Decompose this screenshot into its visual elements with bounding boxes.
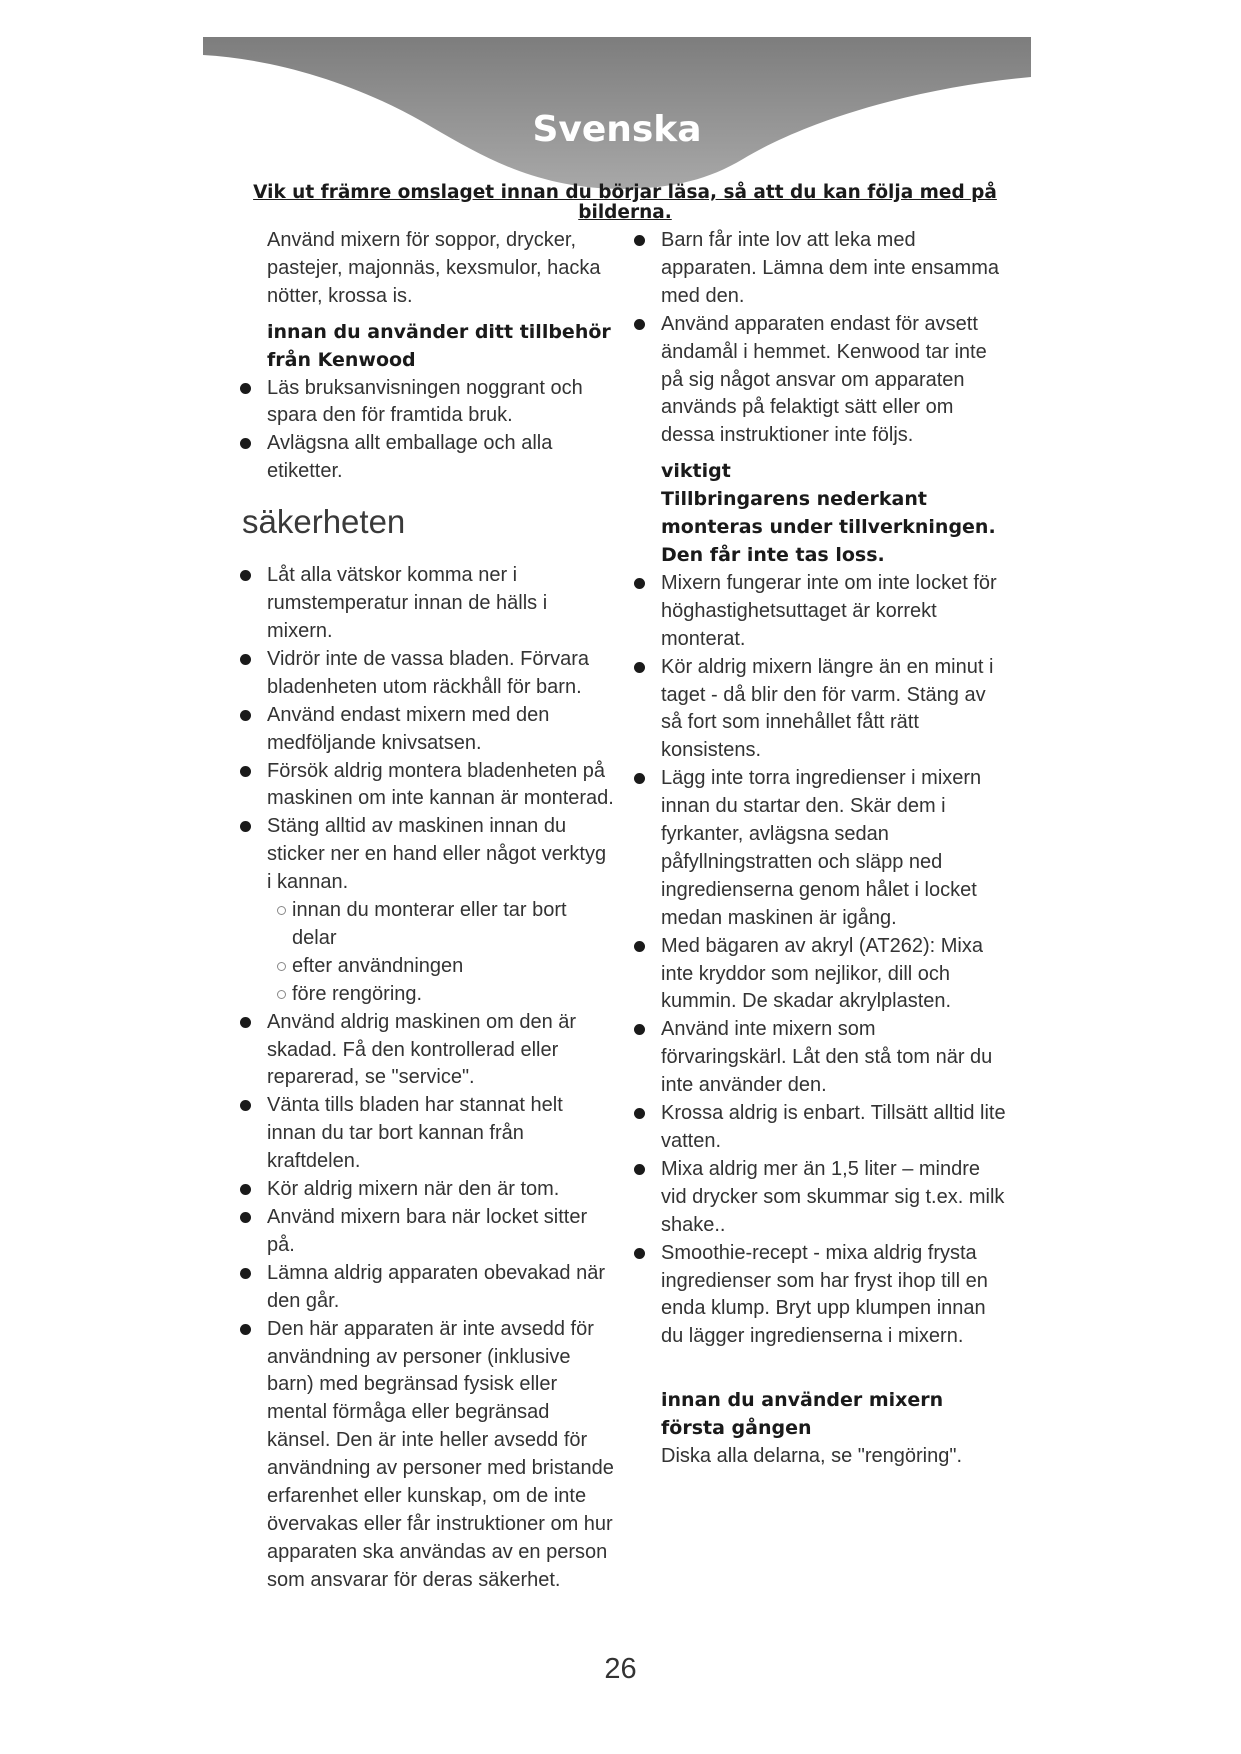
important-text: Tillbringarens nederkant monteras under tillverkningen. Den får inte tas loss. [661, 488, 996, 566]
before-use-heading: innan du använder ditt tillbehör från Kenwood [267, 320, 611, 371]
right-column [636, 227, 1006, 1471]
safety-heading: säkerheten [242, 503, 406, 541]
page-language-title: Svenska [532, 109, 702, 150]
safety-list-continued-2 [636, 570, 1006, 1351]
list-item: Den här apparaten är inte avsedd för användning av personer (inklusive barn) med begränsad fysisk eller mental förmåga eller begränsad känsel. Den är inte heller avsedd för användning av personer med bristande erfarenhet eller kunskap, om de inte övervakas eller får instruktioner om hur apparaten ska användas av en person som ansvarar för deras säkerhet. [242, 1316, 614, 1595]
list-item: Avlägsna allt emballage och alla etiketter. [242, 430, 614, 486]
list-item: Mixa aldrig mer än 1,5 liter – mindre vid drycker som skummar sig t.ex. milk shake.. [636, 1156, 1006, 1240]
header-banner [203, 37, 1031, 189]
page-number: 26 [604, 1653, 637, 1685]
list-item: Mixern fungerar inte om inte locket för höghastighetsuttaget är korrekt monterat. [636, 570, 1006, 654]
list-item: Kör aldrig mixern när den är tom. [242, 1176, 614, 1204]
list-item: Använd inte mixern som förvaringskärl. Låt den stå tom när du inte använder den. [636, 1016, 1006, 1100]
list-item: Försök aldrig montera bladenheten på maskinen om inte kannan är monterad. [242, 758, 614, 814]
list-item: Lämna aldrig apparaten obevakad när den går. [242, 1260, 614, 1316]
before-use-list [242, 375, 614, 487]
list-item: Med bägaren av akryl (AT262): Mixa inte kryddor som nejlikor, dill och kummin. De skadar akrylplasten. [636, 933, 1006, 1017]
list-item: Använd apparaten endast för avsett ändamål i hemmet. Kenwood tar inte på sig något ansvar om apparaten används på felaktigt sätt eller om dessa instruktioner inte följs. [636, 311, 1006, 451]
fold-out-notice: Vik ut främre omslaget innan du börjar läsa, så att du kan följa med på bilderna. [253, 182, 997, 223]
list-item: Använd aldrig maskinen om den är skadad. Få den kontrollerad eller reparerad, se "service". [242, 1009, 614, 1093]
intro-text: Använd mixern för soppor, drycker, pastejer, majonnäs, kexsmulor, hacka nötter, krossa is. [267, 229, 601, 307]
sub-list-item: efter användningen [242, 953, 614, 981]
first-use-text: Diska alla delarna, se "rengöring". [661, 1445, 963, 1468]
sub-list-item: innan du monterar eller tar bort delar [242, 897, 614, 953]
list-item: Krossa aldrig is enbart. Tillsätt alltid lite vatten. [636, 1100, 1006, 1156]
list-item: Vidrör inte de vassa bladen. Förvara bladenheten utom räckhåll för barn. [242, 646, 614, 702]
list-item: Vänta tills bladen har stannat helt innan du tar bort kannan från kraftdelen. [242, 1092, 614, 1176]
list-item: Lägg inte torra ingredienser i mixern innan du startar den. Skär dem i fyrkanter, avlägsna sedan påfyllningstratten och släpp ned ingredienserna genom hålet i locket medan maskinen är igång. [636, 765, 1006, 932]
list-item: Läs bruksanvisningen noggrant och spara den för framtida bruk. [242, 375, 614, 431]
list-item: Använd mixern bara när locket sitter på. [242, 1204, 614, 1260]
list-item: Stäng alltid av maskinen innan du sticker ner en hand eller något verktyg i kannan. [242, 813, 614, 897]
list-item: Smoothie-recept - mixa aldrig frysta ingredienser som har fryst ihop till en enda klump. Bryt upp klumpen innan du lägger ingredienserna i mixern. [636, 1240, 1006, 1352]
sub-list-item: före rengöring. [242, 981, 614, 1009]
list-item: Kör aldrig mixern längre än en minut i taget - då blir den för varm. Stäng av så fort som innehållet fått rätt konsistens. [636, 654, 1006, 766]
important-label: viktigt [661, 460, 731, 483]
list-item: Barn får inte lov att leka med apparaten. Lämna dem inte ensamma med den. [636, 227, 1006, 311]
first-use-heading: innan du använder mixern första gången [661, 1389, 944, 1440]
left-column [242, 227, 614, 1595]
safety-list [242, 562, 614, 1595]
list-item: Använd endast mixern med den medföljande knivsatsen. [242, 702, 614, 758]
list-item: Låt alla vätskor komma ner i rumstemperatur innan de hälls i mixern. [242, 562, 614, 646]
safety-list-continued [636, 227, 1006, 450]
